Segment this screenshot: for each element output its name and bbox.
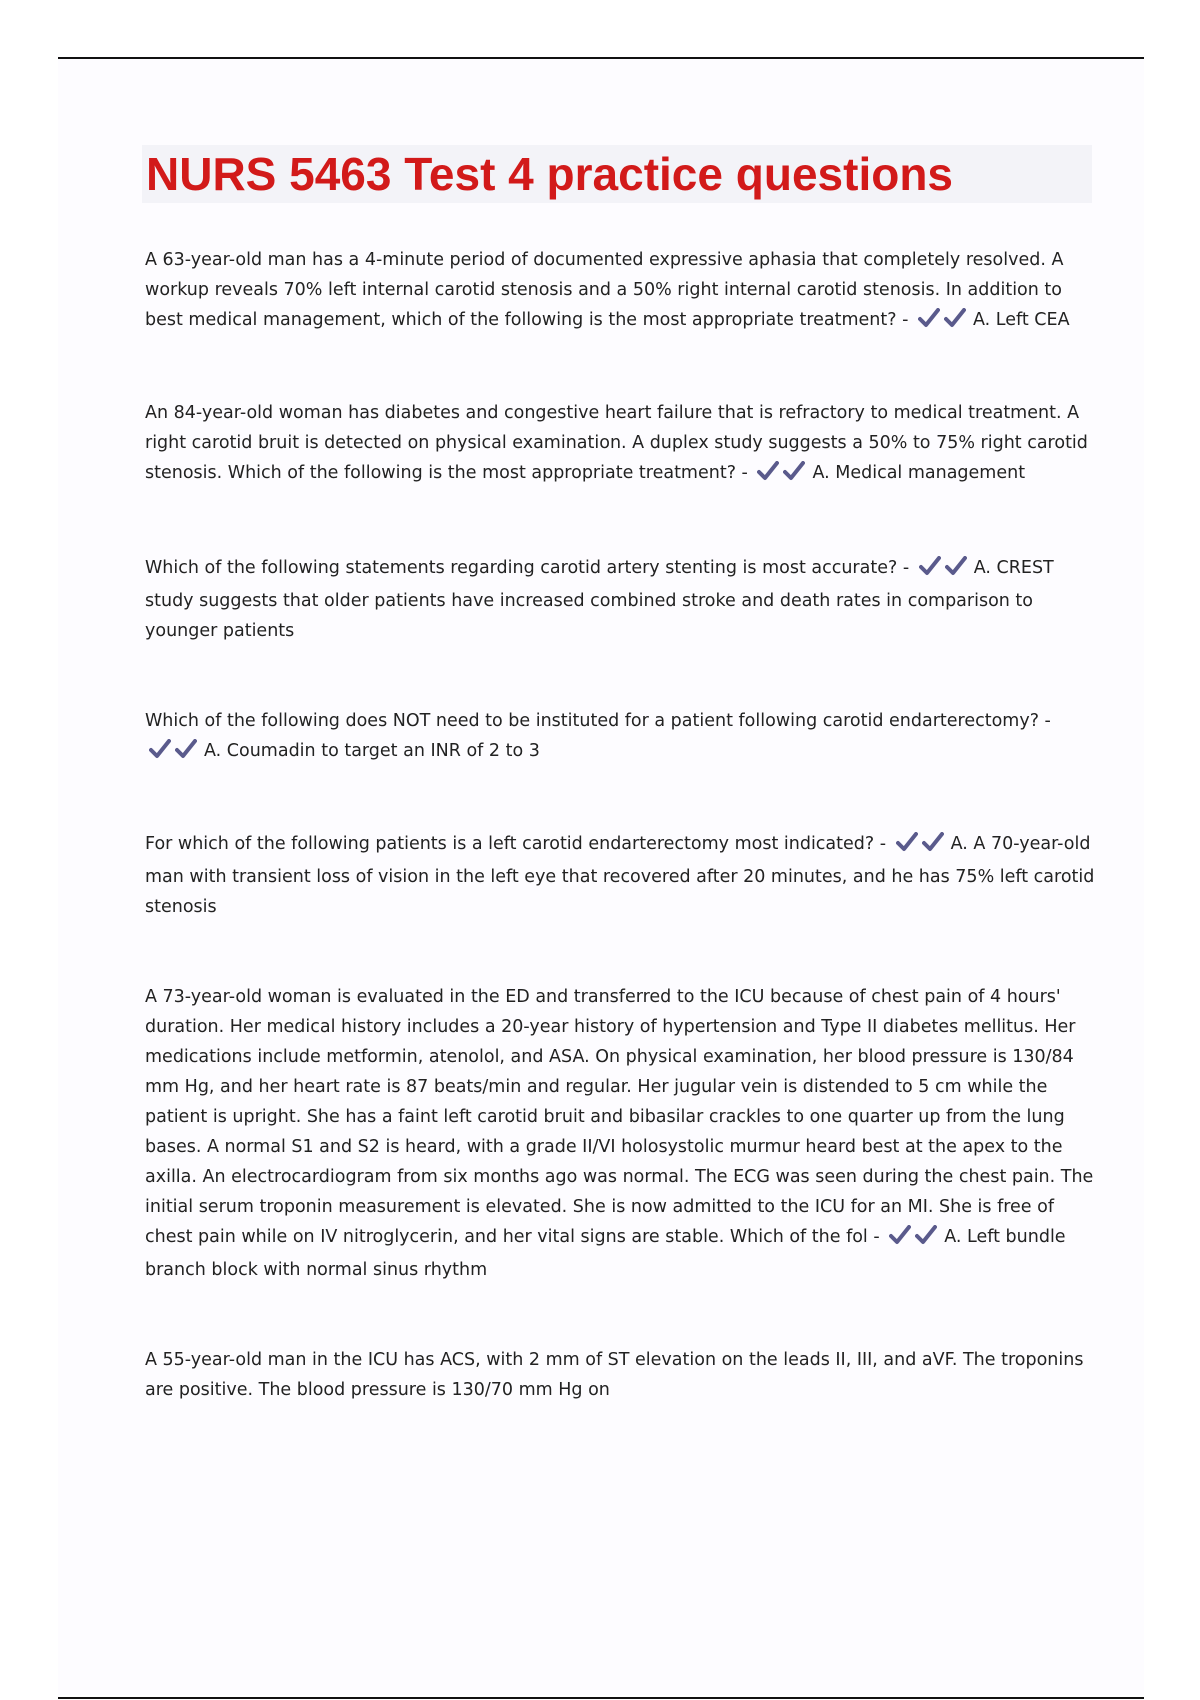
check-icon	[175, 739, 197, 759]
document-title: NURS 5463 Test 4 practice questions	[146, 148, 953, 200]
answer-text: A. Left CEA	[973, 310, 1070, 330]
question-item	[145, 553, 1095, 646]
check-icon	[918, 308, 940, 328]
bottom-rule	[58, 1697, 1144, 1699]
check-icon	[915, 1225, 937, 1245]
question-text: A 63-year-old man has a 4-minute period of documented expressive aphasia that completely resolved. A workup reveals 70% left internal carotid stenosis and a 50% right internal carotid stenosis. In addition to best medical management, which of the following is the most appropriate treatment? -	[145, 250, 1064, 330]
answer-marker	[918, 308, 970, 338]
check-icon	[922, 832, 944, 852]
check-icon	[919, 556, 941, 576]
question-item	[145, 829, 1095, 922]
question-item	[145, 1345, 1095, 1405]
question-text: For which of the following patients is a left carotid endarterectomy most indicated? -	[145, 834, 887, 854]
answer-marker	[919, 556, 971, 586]
answer-text: A. Left bundle branch block with normal sinus rhythm	[145, 1227, 1066, 1280]
answer-marker	[896, 832, 948, 862]
question-text: Which of the following statements regarding carotid artery stenting is most accurate? -	[145, 558, 910, 578]
check-icon	[944, 308, 966, 328]
answer-text: A. Coumadin to target an INR of 2 to 3	[204, 741, 540, 761]
question-item	[145, 398, 1095, 491]
answer-text: A. CREST study suggests that older patients have increased combined stroke and death rates in comparison to younger patients	[145, 558, 1054, 641]
question-item	[145, 982, 1095, 1285]
question-text: A 55-year-old man in the ICU has ACS, with 2 mm of ST elevation on the leads II, III, and aVF. The troponins are positive. The blood pressure is 130/70 mm Hg on	[145, 1350, 1084, 1400]
question-item	[145, 706, 1095, 769]
question-text: Which of the following does NOT need to be instituted for a patient following carotid endarterectomy? -	[145, 711, 1051, 731]
answer-marker	[149, 739, 201, 769]
check-icon	[783, 461, 805, 481]
answer-marker	[757, 461, 809, 491]
check-icon	[945, 556, 967, 576]
question-text: An 84-year-old woman has diabetes and congestive heart failure that is refractory to medical treatment. A right carotid bruit is detected on physical examination. A duplex study suggests a 50% to 75% right carotid stenosis. Which of the following is the most appropriate treatment? -	[145, 403, 1088, 483]
answer-text: A. A 70-year-old man with transient loss of vision in the left eye that recovered after 20 minutes, and he has 75% left carotid stenosis	[145, 834, 1095, 917]
check-icon	[757, 461, 779, 481]
question-item	[145, 245, 1095, 338]
answer-text: A. Medical management	[812, 463, 1026, 483]
check-icon	[889, 1225, 911, 1245]
check-icon	[149, 739, 171, 759]
question-text: A 73-year-old woman is evaluated in the ED and transferred to the ICU because of chest pain of 4 hours' duration. Her medical history includes a 20-year history of hypertension and Type II diabetes mellitus. Her medications include metformin, atenolol, and ASA. On physical examination, her blood pressure is 130/84 mm Hg, and her heart rate is 87 beats/min and regular. Her jugular vein is distended to 5 cm while the patient is upright. She has a faint left carotid bruit and bibasilar crackles to one quarter up from the lung bases. A normal S1 and S2 is heard, with a grade II/VI holosystolic murmur heard best at the apex to the axilla. An electrocardiogram from six months ago was normal. The ECG was seen during the chest pain. The initial serum troponin measurement is elevated. She is now admitted to the ICU for an MI. She is free of chest pain while on IV nitroglycerin, and her vital signs are stable. Which of the fol -	[145, 987, 1094, 1247]
check-icon	[896, 832, 918, 852]
answer-marker	[889, 1225, 941, 1255]
question-list	[145, 245, 1095, 1405]
